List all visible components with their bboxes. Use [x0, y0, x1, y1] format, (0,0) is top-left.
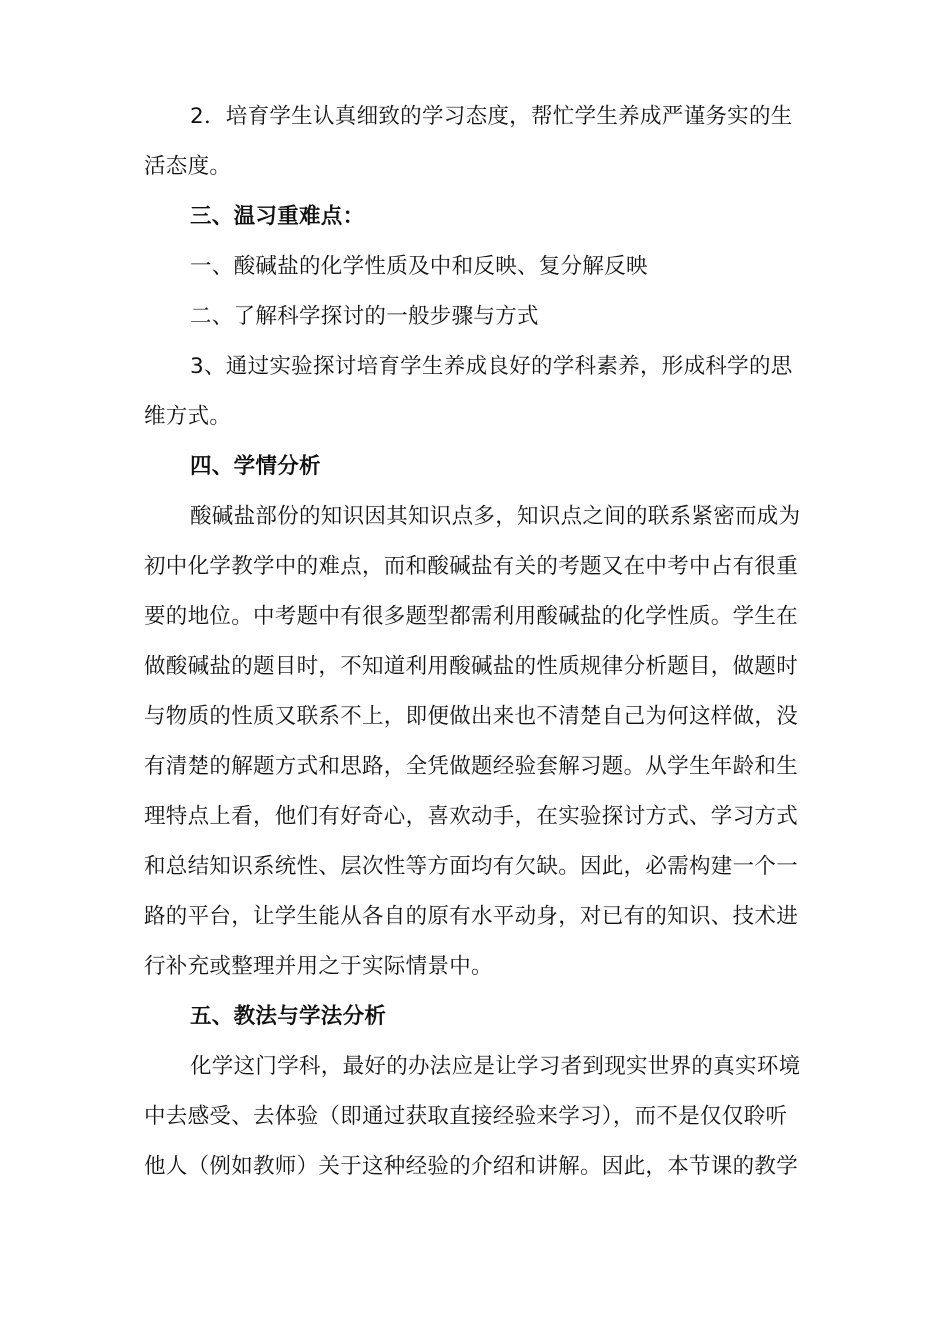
paragraph-line: 要的地位。中考题中有很多题型都需利用酸碱盐的化学性质。学生在: [144, 604, 799, 629]
paragraph-line: 路的平台，让学生能从各自的原有水平动身，对已有的知识、技术进: [144, 904, 799, 929]
paragraph-line: 维方式。: [144, 404, 232, 429]
list-item: 二、了解科学探讨的一般步骤与方式: [190, 304, 539, 329]
list-item: 3、通过实验探讨培育学生养成良好的学科素养，形成科学的思: [190, 354, 793, 379]
paragraph-line: 化学这门学科，最好的办法应是让学习者到现实世界的真实环境: [190, 1054, 801, 1079]
paragraph-line: 酸碱盐部份的知识因其知识点多，知识点之间的联系紧密而成为: [190, 504, 801, 529]
paragraph-line: 做酸碱盐的题目时，不知道利用酸碱盐的性质规律分析题目，做题时: [144, 654, 799, 679]
document-page: [144, 92, 820, 1192]
paragraph-line: 他人（例如教师）关于这种经验的介绍和讲解。因此，本节课的教学: [144, 1154, 799, 1179]
paragraph-line: 与物质的性质又联系不上，即便做出来也不清楚自己为何这样做，没: [144, 704, 799, 729]
paragraph-line: 活态度。: [144, 154, 232, 179]
section-heading: 三、温习重难点：: [190, 204, 365, 229]
section-heading: 四、学情分析: [190, 454, 321, 479]
paragraph-line: 有清楚的解题方式和思路，全凭做题经验套解习题。从学生年龄和生: [144, 754, 799, 779]
paragraph-line: 中去感受、去体验（即通过获取直接经验来学习），而不是仅仅聆听: [144, 1104, 788, 1129]
section-heading: 五、教法与学法分析: [190, 1004, 387, 1029]
list-item: 一、酸碱盐的化学性质及中和反映、复分解反映: [190, 254, 648, 279]
paragraph-line: 初中化学教学中的难点，而和酸碱盐有关的考题又在中考中占有很重: [144, 554, 799, 579]
paragraph-line: 2．培育学生认真细致的学习态度，帮忙学生养成严谨务实的生: [190, 104, 793, 129]
paragraph-line: 行补充或整理并用之于实际情景中。: [144, 954, 493, 979]
paragraph-line: 理特点上看，他们有好奇心，喜欢动手，在实验探讨方式、学习方式: [144, 804, 799, 829]
paragraph-line: 和总结知识系统性、层次性等方面均有欠缺。因此，必需构建一个一: [144, 854, 799, 879]
